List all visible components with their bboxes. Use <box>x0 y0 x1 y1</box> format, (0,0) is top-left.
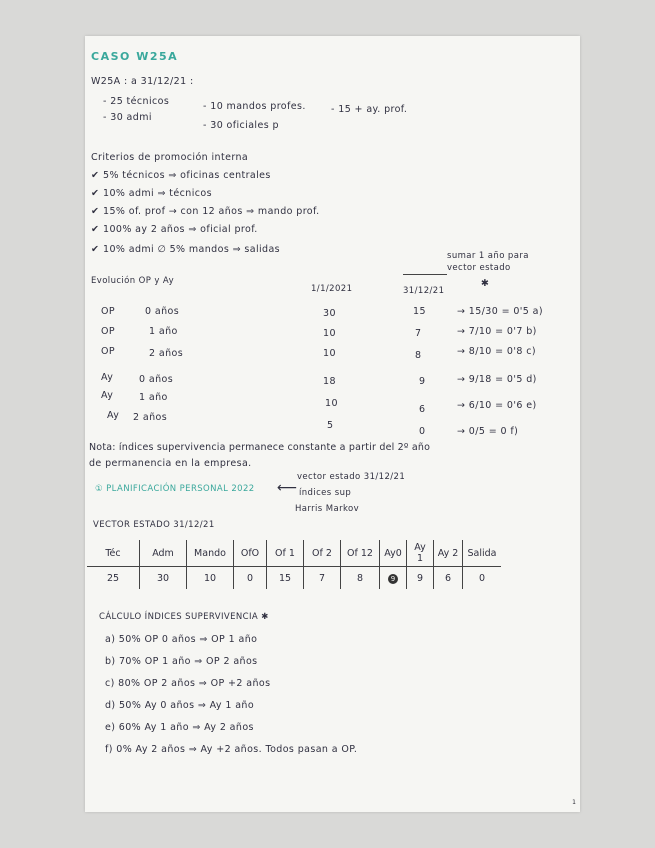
col-header-2021: 1/1/2021 <box>311 284 353 294</box>
page-title: CASO W25A <box>91 50 179 63</box>
row-calc: → 8/10 = 0'8 c) <box>457 346 536 357</box>
row-years: 0 años <box>145 306 180 317</box>
nota-line-1: Nota: índices supervivencia permanece constante a partir del 2º año <box>89 442 431 453</box>
row-years: 2 años <box>149 348 184 359</box>
bracket-line <box>403 274 447 275</box>
row-years: 1 año <box>139 392 168 403</box>
col-header-311221: 31/12/21 <box>403 286 445 296</box>
sumar-annotation: sumar 1 año para vector estado <box>447 251 529 273</box>
staff-mandos: - 10 mandos profes. <box>203 101 306 112</box>
evolucion-heading: Evolución OP y Ay <box>91 276 174 286</box>
vector-value <box>380 567 407 590</box>
criterio-item: 5% técnicos ⇒ oficinas centrales <box>103 170 271 181</box>
vector-value: 10 <box>187 567 234 590</box>
vector-value: 25 <box>87 567 140 590</box>
row-v2021: 5 <box>327 420 334 431</box>
vector-header: Of 12 <box>341 540 380 567</box>
vector-header: Salida <box>467 547 497 559</box>
calculo-item: f) 0% Ay 2 años ⇒ Ay +2 años. Todos pasan a OP. <box>105 744 358 755</box>
row-v311221: 6 <box>419 404 426 415</box>
nota-line-2: de permanencia en la empresa. <box>89 458 252 469</box>
vector-value: 8 <box>341 567 380 590</box>
row-v311221: 7 <box>415 328 422 339</box>
notebook-page <box>85 36 580 812</box>
row-years: 2 años <box>133 412 168 423</box>
row-v311221: 0 <box>419 426 426 437</box>
staff-ayudantes: - 15 + ay. prof. <box>331 104 408 115</box>
vector-value: 9 <box>407 567 434 590</box>
row-v2021: 30 <box>323 308 336 319</box>
vector-value: 0 <box>478 572 486 584</box>
arrow-left-icon: ⟵ <box>277 480 298 496</box>
vector-header: Mando <box>187 540 234 567</box>
vector-heading: VECTOR ESTADO 31/12/21 <box>93 520 215 530</box>
vector-header: Ay 1 <box>407 540 434 567</box>
vector-header: Adm <box>140 540 187 567</box>
calculo-item: c) 80% OP 2 años ⇒ OP +2 años <box>105 678 271 689</box>
check-icon: ✔ <box>91 188 100 199</box>
row-calc: → 7/10 = 0'7 b) <box>457 326 537 337</box>
criterios-heading: Criterios de promoción interna <box>91 152 249 163</box>
vector-value: 15 <box>267 567 304 590</box>
calculo-item: d) 50% Ay 0 años ⇒ Ay 1 año <box>105 700 255 711</box>
date-line: W25A : a 31/12/21 : <box>91 76 194 87</box>
circled-value: 9 <box>388 574 398 584</box>
staff-oficiales: - 30 oficiales p <box>203 120 279 131</box>
plan-note: vector estado 31/12/21 <box>297 472 406 482</box>
row-label: Ay <box>107 410 120 421</box>
criterio-item: 10% admi ⇒ técnicos <box>103 188 212 199</box>
calculo-item: a) 50% OP 0 años ⇒ OP 1 año <box>105 634 258 645</box>
vector-estado-table <box>87 540 501 589</box>
calculo-heading: CÁLCULO ÍNDICES SUPERVIVENCIA ✱ <box>99 612 269 622</box>
criterio-item: 100% ay 2 años ⇒ oficial prof. <box>103 224 258 235</box>
page-number: 1 <box>572 799 576 806</box>
check-icon: ✔ <box>91 244 100 255</box>
staff-tecnicos: - 25 técnicos <box>103 96 170 107</box>
check-icon: ✔ <box>91 206 100 217</box>
row-calc: → 0/5 = 0 f) <box>457 426 519 437</box>
row-years: 0 años <box>139 374 174 385</box>
row-v311221: 8 <box>415 350 422 361</box>
check-icon: ✔ <box>91 224 100 235</box>
calculo-item: b) 70% OP 1 año ⇒ OP 2 años <box>105 656 258 667</box>
vector-header: Of 2 <box>304 540 341 567</box>
calculo-item: e) 60% Ay 1 año ⇒ Ay 2 años <box>105 722 254 733</box>
row-v2021: 10 <box>325 398 338 409</box>
vector-header: Of 1 <box>267 540 304 567</box>
staff-admi: - 30 admi <box>103 112 152 123</box>
row-label: Ay <box>101 372 114 383</box>
row-calc: → 6/10 = 0'6 e) <box>457 400 537 411</box>
vector-value: 30 <box>140 567 187 590</box>
vector-header: OfO <box>234 540 267 567</box>
planificacion-heading: ① PLANIFICACIÓN PERSONAL 2022 <box>95 484 255 494</box>
vector-value: 6 <box>434 567 463 590</box>
row-label: OP <box>101 326 116 337</box>
vector-values-row <box>87 567 501 590</box>
vector-value: 7 <box>304 567 341 590</box>
plan-note: índices sup <box>299 488 352 498</box>
vector-header: Ay 2 <box>434 540 463 567</box>
check-icon: ✔ <box>91 170 100 181</box>
row-v311221: 9 <box>419 376 426 387</box>
criterio-item: 15% of. prof → con 12 años ⇒ mando prof. <box>103 206 320 217</box>
row-v2021: 10 <box>323 348 336 359</box>
row-label: OP <box>101 346 116 357</box>
row-v2021: 10 <box>323 328 336 339</box>
star-icon: ✱ <box>481 278 490 289</box>
row-label: Ay <box>101 390 114 401</box>
vector-header: Ay0 <box>380 540 407 567</box>
vector-value: 0 <box>234 567 267 590</box>
row-calc: → 9/18 = 0'5 d) <box>457 374 537 385</box>
row-years: 1 año <box>149 326 178 337</box>
row-v2021: 18 <box>323 376 336 387</box>
vector-header-row <box>87 540 501 567</box>
row-v311221: 15 <box>413 306 426 317</box>
row-calc: → 15/30 = 0'5 a) <box>457 306 544 317</box>
row-label: OP <box>101 306 116 317</box>
criterio-item: 10% admi ∅ 5% mandos ⇒ salidas <box>103 244 281 255</box>
plan-note: Harris Markov <box>295 504 360 514</box>
vector-header: Téc <box>87 540 140 567</box>
